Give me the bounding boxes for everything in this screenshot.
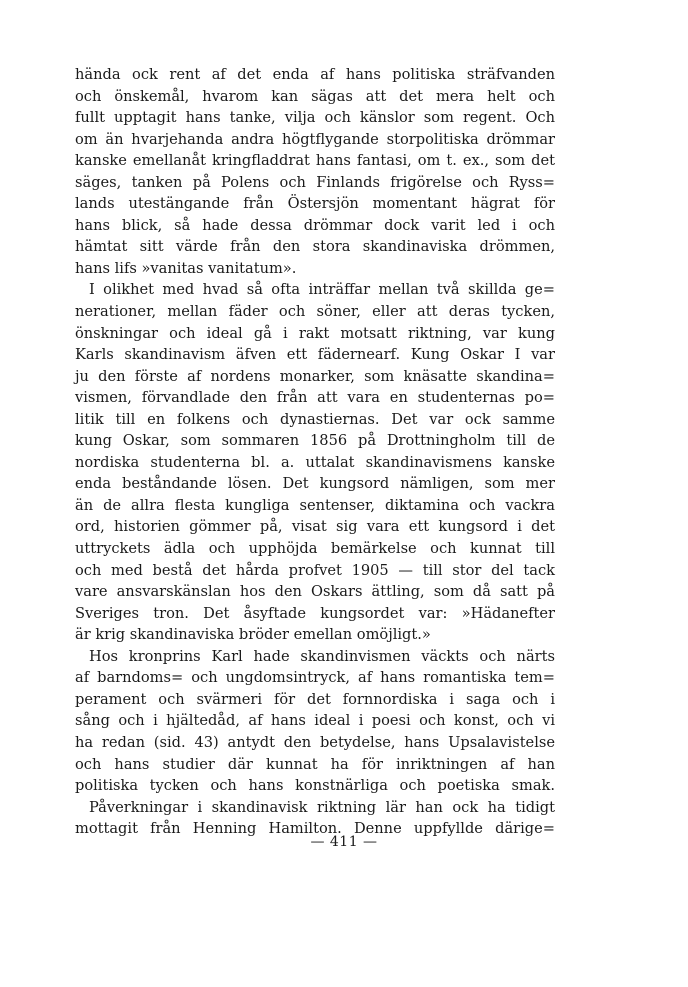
text-line: uttryckets ädla och upphöjda bemärkelse och kunnat till: [75, 540, 555, 558]
text-line: sång och i hjältedåd, af hans ideal i poesi och konst, och vi: [75, 712, 555, 730]
text-line: säges, tanken på Polens och Finlands frigörelse och Ryss=: [75, 173, 555, 191]
text-line: Hos kronprins Karl hade skandinvismen väckts och närts: [89, 647, 555, 665]
text-line: af barndoms= och ungdomsintryck, af hans romantiska tem=: [75, 669, 555, 687]
text-line: hämtat sitt värde från den stora skandinaviska drömmen,: [75, 238, 555, 256]
text-line: politiska tycken och hans konstnärliga och poetiska smak.: [75, 777, 555, 795]
text-line: hända ock rent af det enda af hans politiska sträfvanden: [75, 66, 555, 83]
text-line: mottagit från Henning Hamilton. Denne uppfyllde därige=: [75, 820, 555, 838]
text-line: ju den förste af nordens monarker, som knäsatte skandina=: [75, 367, 555, 385]
page-number: — 411 —: [310, 834, 378, 850]
text-line: Sveriges tron. Det åsyftade kungsordet var: »Hädanefter: [75, 604, 555, 622]
text-line: kung Oskar, som sommaren 1856 på Drottningholm till de: [75, 432, 555, 450]
text-line: enda beståndande lösen. Det kungsord nämligen, som mer: [75, 475, 555, 493]
text-line: om än hvarjehanda andra högtflygande storpolitiska drömmar: [75, 130, 555, 148]
text-line: vismen, förvandlade den från att vara en studenternas po=: [75, 389, 555, 407]
text-line: I olikhet med hvad så ofta inträffar mellan två skillda ge=: [89, 281, 555, 299]
text-line: och önskemål, hvarom kan sägas att det mera helt och: [75, 87, 555, 105]
text-line: Påverkningar i skandinavisk riktning lär han ock ha tidigt: [89, 798, 555, 816]
body-text: [75, 64, 555, 840]
text-line: hans blick, så hade dessa drömmar dock varit led i och: [75, 216, 555, 234]
text-line: vare ansvarskänslan hos den Oskars ättling, som då satt på: [75, 583, 555, 601]
text-line: än de allra flesta kungliga sentenser, diktamina och vackra: [75, 496, 555, 514]
text-line: perament och svärmeri för det fornnordiska i saga och i: [75, 690, 555, 708]
text-line: hans lifs »vanitas vanitatum».: [75, 259, 297, 277]
text-line: kanske emellanåt kringfladdrat hans fantasi, om t. ex., som det: [75, 152, 555, 170]
text-line: och hans studier där kunnat ha för inriktningen af han: [75, 755, 555, 773]
text-line: lands utestängande från Östersjön momentant hägrat för: [75, 195, 555, 213]
text-line: ord, historien gömmer på, visat sig vara ett kungsord i det: [75, 518, 555, 536]
text-line: önskningar och ideal gå i rakt motsatt riktning, var kung: [75, 324, 555, 342]
text-line: ha redan (sid. 43) antydt den betydelse, hans Upsalavistelse: [75, 733, 555, 751]
text-line: nerationer, mellan fäder och söner, eller att deras tycken,: [75, 303, 555, 321]
text-line: Karls skandinavism äfven ett fädernearf. Kung Oskar I var: [75, 346, 555, 364]
text-line: fullt upptagit hans tanke, vilja och känslor som regent. Och: [75, 109, 555, 127]
text-line: nordiska studenterna bl. a. uttalat skandinavismens kanske: [75, 453, 555, 471]
text-line: litik till en folkens och dynastiernas. Det var ock samme: [75, 410, 555, 428]
text-line: är krig skandinaviska bröder emellan omöjligt.»: [75, 626, 431, 644]
text-line: och med bestå det hårda profvet 1905 — till stor del tack: [75, 561, 555, 579]
